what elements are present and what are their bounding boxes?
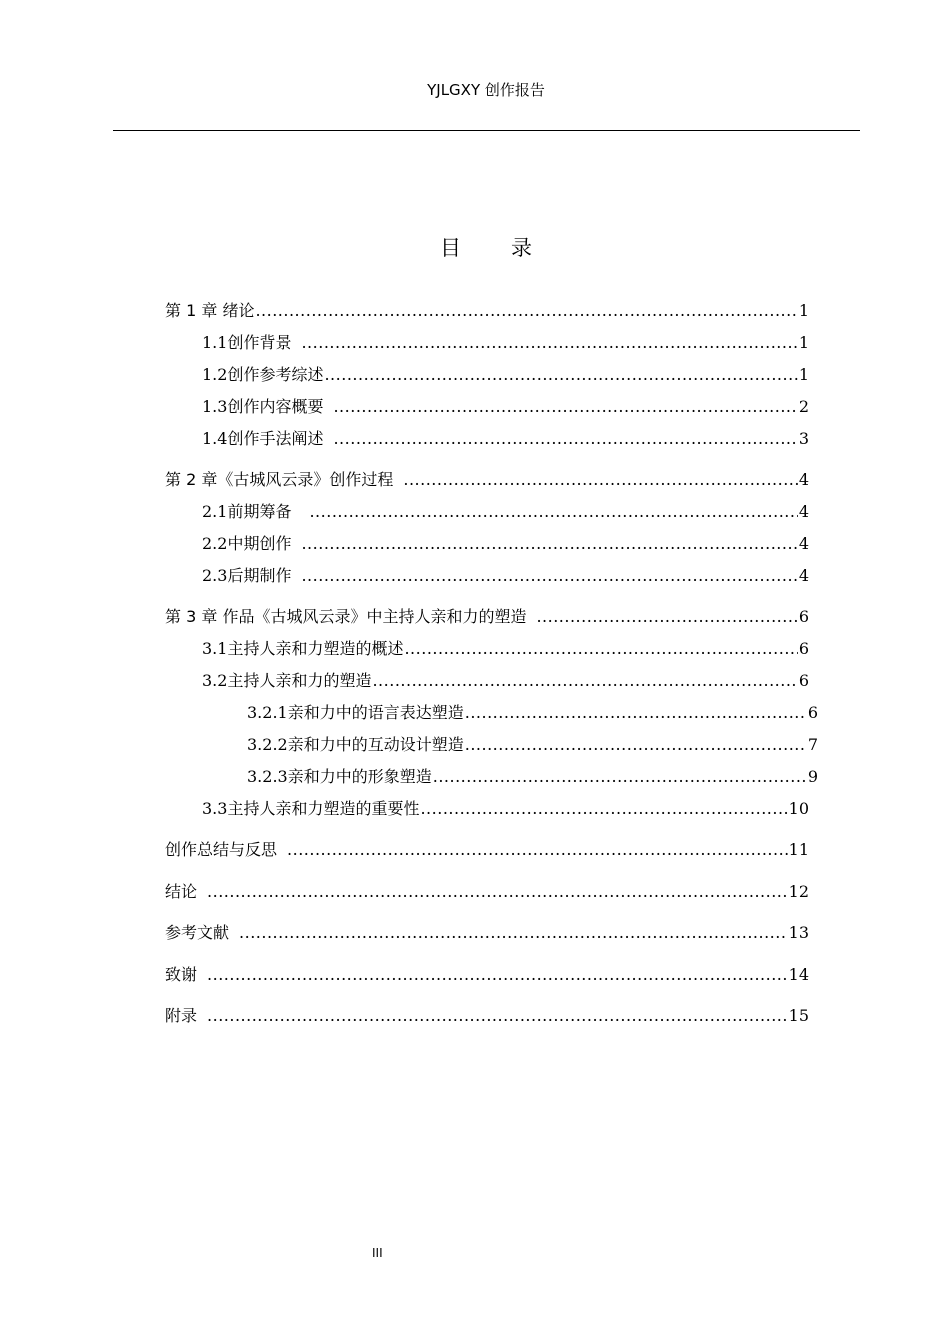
toc-entry-number: 3.3 <box>202 799 228 818</box>
toc-entry-thanks[interactable] <box>165 964 809 986</box>
header-divider <box>113 130 860 131</box>
toc-entry-1-3[interactable] <box>202 396 809 418</box>
toc-leader <box>404 638 797 660</box>
toc-entry-page: 14 <box>788 965 809 984</box>
toc-entry-page: 7 <box>807 735 818 754</box>
toc-entry-label: 主持人亲和力塑造的概述 <box>227 639 404 658</box>
toc-entry-page: 1 <box>798 301 809 320</box>
toc-entry-2-2[interactable] <box>202 533 809 555</box>
toc-entry-label: 主持人亲和力的塑造 <box>227 671 372 690</box>
toc-entry-page: 13 <box>788 923 809 942</box>
toc-entry-label: 主持人亲和力塑造的重要性 <box>227 799 420 818</box>
toc-entry-number: 2.3 <box>202 566 228 585</box>
toc-entry-label: 第 3 章 作品《古城风云录》中主持人亲和力的塑造 <box>165 607 527 626</box>
toc-entry-label: 亲和力中的语言表达塑造 <box>287 703 464 722</box>
toc-entry-3-2[interactable] <box>202 670 809 692</box>
toc-entry-page: 9 <box>807 767 818 786</box>
toc-entry-label: 结论 <box>165 882 198 901</box>
toc-entry-number: 1.2 <box>202 365 228 384</box>
toc-leader <box>333 396 797 418</box>
toc-leader <box>536 606 797 628</box>
toc-entry-label: 致谢 <box>165 965 198 984</box>
toc-leader <box>301 332 797 354</box>
toc-leader <box>287 839 788 861</box>
toc-entry-page: 10 <box>788 799 809 818</box>
toc-entry-label: 后期制作 <box>227 566 292 585</box>
toc-entry-label: 亲和力中的互动设计塑造 <box>287 735 464 754</box>
toc-leader <box>255 300 797 322</box>
toc-entry-3-2-3[interactable] <box>247 766 818 788</box>
toc-leader <box>301 565 797 587</box>
toc-entry-page: 1 <box>798 365 809 384</box>
toc-leader <box>420 798 787 820</box>
toc-entry-1-4[interactable] <box>202 428 809 450</box>
toc-entry-page: 15 <box>788 1006 809 1025</box>
toc-entry-2-3[interactable] <box>202 565 809 587</box>
toc-entry-page: 4 <box>798 534 809 553</box>
toc-leader <box>433 766 807 788</box>
toc-entry-label: 第 1 章 绪论 <box>165 301 255 320</box>
toc-entry-page: 4 <box>798 470 809 489</box>
toc-leader <box>207 1005 788 1027</box>
toc-entry-page: 6 <box>807 703 818 722</box>
toc-leader <box>465 702 807 724</box>
toc-entry-page: 4 <box>798 502 809 521</box>
toc-entry-number: 2.2 <box>202 534 228 553</box>
toc-entry-number: 3.1 <box>202 639 228 658</box>
toc-entry-label: 创作总结与反思 <box>165 840 278 859</box>
toc-leader <box>465 734 807 756</box>
toc-entry-number: 3.2.2 <box>247 735 288 754</box>
toc-entry-page: 2 <box>798 397 809 416</box>
toc-entry-conclusion[interactable] <box>165 881 809 903</box>
toc-entry-chapter-3[interactable] <box>165 606 809 628</box>
toc-entry-3-3[interactable] <box>202 798 809 820</box>
toc-entry-1-1[interactable] <box>202 332 809 354</box>
toc-entry-label: 前期筹备 <box>227 502 292 521</box>
toc-entry-summary[interactable] <box>165 839 809 861</box>
toc-entry-number: 3.2.3 <box>247 767 288 786</box>
toc-leader <box>372 670 797 692</box>
toc-leader <box>207 964 788 986</box>
toc-entry-page: 12 <box>788 882 809 901</box>
footer-page-number: III <box>372 1246 383 1260</box>
toc-leader <box>301 533 797 555</box>
toc-entry-number: 3.2 <box>202 671 228 690</box>
toc-entry-label: 创作内容概要 <box>227 397 324 416</box>
toc-entry-3-2-2[interactable] <box>247 734 818 756</box>
toc-entry-page: 4 <box>798 566 809 585</box>
toc-entry-number: 1.4 <box>202 429 228 448</box>
toc-entry-chapter-1[interactable] <box>165 300 809 322</box>
toc-entry-page: 6 <box>798 639 809 658</box>
toc-leader <box>207 881 788 903</box>
toc-entry-label: 参考文献 <box>165 923 230 942</box>
toc-entry-number: 3.2.1 <box>247 703 288 722</box>
toc-entry-label: 中期创作 <box>227 534 292 553</box>
toc-leader <box>239 922 788 944</box>
running-header: YJLGXY 创作报告 <box>427 81 545 99</box>
toc-entry-page: 1 <box>798 333 809 352</box>
toc-entry-chapter-2[interactable] <box>165 469 809 491</box>
toc-entry-page: 6 <box>798 607 809 626</box>
toc-entry-3-1[interactable] <box>202 638 809 660</box>
toc-leader <box>333 428 797 450</box>
toc-leader <box>324 364 797 386</box>
toc-entry-appendix[interactable] <box>165 1005 809 1027</box>
toc-entry-number: 1.1 <box>202 333 228 352</box>
toc-entry-number: 2.1 <box>202 502 228 521</box>
toc-entry-3-2-1[interactable] <box>247 702 818 724</box>
toc-entry-label: 附录 <box>165 1006 198 1025</box>
toc-entry-page: 3 <box>798 429 809 448</box>
toc-entry-label: 亲和力中的形象塑造 <box>287 767 432 786</box>
toc-entry-label: 创作参考综述 <box>227 365 324 384</box>
toc-entry-page: 11 <box>788 840 809 859</box>
toc-entry-2-1[interactable] <box>202 501 809 523</box>
toc-entry-1-2[interactable] <box>202 364 809 386</box>
toc-entry-label: 创作背景 <box>227 333 292 352</box>
toc-entry-references[interactable] <box>165 922 809 944</box>
toc-entry-label: 第 2 章《古城风云录》创作过程 <box>165 470 394 489</box>
toc-title: 目录 <box>440 236 582 260</box>
toc-leader <box>403 469 797 491</box>
toc-entry-page: 6 <box>798 671 809 690</box>
toc-leader <box>309 501 797 523</box>
toc-entry-label: 创作手法阐述 <box>227 429 324 448</box>
toc-entry-number: 1.3 <box>202 397 228 416</box>
